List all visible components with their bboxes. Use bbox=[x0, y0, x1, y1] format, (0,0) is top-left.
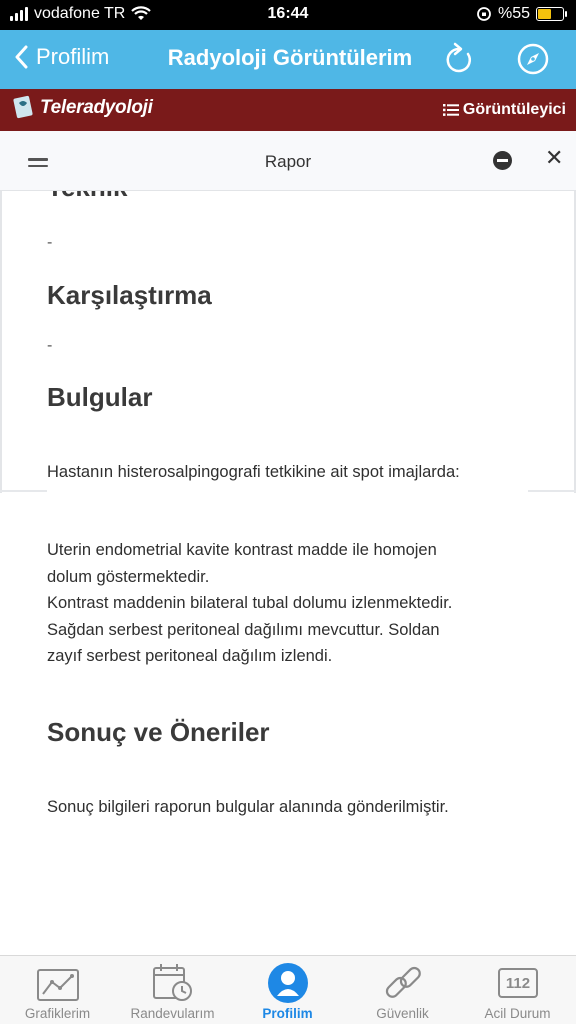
back-button[interactable] bbox=[14, 44, 109, 70]
close-icon[interactable]: ✕ bbox=[545, 145, 564, 170]
status-time: 16:44 bbox=[267, 5, 309, 22]
tab-profilim[interactable] bbox=[230, 956, 345, 1024]
brand-logo bbox=[12, 93, 153, 123]
calendar-clock-icon bbox=[151, 962, 195, 1004]
findings-intro: Hastanın histerosalpingografi tetkikine ait spot imajlarda: bbox=[47, 463, 460, 481]
viewer-button[interactable] bbox=[443, 101, 566, 119]
panel-title: Rapor bbox=[264, 152, 312, 171]
battery-percent: %55 bbox=[497, 5, 530, 22]
tab-label: Grafiklerim bbox=[24, 1006, 91, 1021]
status-bar bbox=[0, 0, 576, 30]
teleradyoloji-logo-icon bbox=[12, 93, 36, 123]
findings-line-4: Sağdan serbest peritoneal dağılımı mevcuttur. Soldan bbox=[47, 621, 440, 639]
technique-value: - bbox=[47, 234, 53, 251]
tab-grafiklerim[interactable] bbox=[0, 956, 115, 1024]
brand-name: Teleradyoloji bbox=[40, 97, 153, 118]
conclusion-text: Sonuç bilgileri raporun bulgular alanında gönderilmiştir. bbox=[47, 798, 449, 816]
findings-line-5: zayıf serbest peritoneal dağılım izlendi. bbox=[47, 647, 333, 665]
section-heading-conclusion: Sonuç ve Öneriler bbox=[47, 717, 270, 747]
battery-icon bbox=[536, 7, 564, 21]
emergency-number: 112 bbox=[505, 974, 531, 992]
chevron-left-icon bbox=[14, 45, 28, 69]
emergency-112-icon bbox=[498, 968, 538, 998]
section-heading-findings: Bulgular bbox=[47, 382, 153, 412]
back-button-label: Profilim bbox=[36, 44, 110, 69]
tab-label: Profilim bbox=[262, 1006, 313, 1021]
tab-randevularim[interactable] bbox=[115, 956, 230, 1024]
profile-icon bbox=[266, 962, 310, 1004]
list-icon bbox=[443, 103, 459, 117]
tab-guvenlik[interactable] bbox=[345, 956, 460, 1024]
bottom-tab-bar bbox=[0, 955, 576, 1024]
viewer-button-label: Görüntüleyici bbox=[462, 101, 566, 118]
findings-line-2: dolum göstermektedir. bbox=[47, 568, 210, 586]
carrier-name: vodafone TR bbox=[34, 5, 126, 22]
report-panel-header bbox=[0, 131, 576, 191]
minimize-icon[interactable] bbox=[493, 151, 512, 170]
findings-line-1: Uterin endometrial kavite kontrast madde ile homojen bbox=[47, 541, 437, 559]
tab-acil-durum[interactable] bbox=[460, 956, 575, 1024]
compass-icon[interactable] bbox=[516, 42, 550, 76]
tab-label: Acil Durum bbox=[484, 1006, 551, 1021]
tab-label: Güvenlik bbox=[376, 1006, 429, 1021]
panel-bottom-edge-left bbox=[0, 490, 47, 492]
comparison-value: - bbox=[47, 337, 53, 354]
section-heading-comparison: Karşılaştırma bbox=[47, 280, 212, 310]
findings-line-3: Kontrast maddenin bilateral tubal dolumu izlenmektedir. bbox=[47, 594, 453, 612]
brand-bar bbox=[0, 89, 576, 131]
tab-label: Randevularım bbox=[130, 1006, 215, 1021]
panel-bottom-edge-right bbox=[528, 490, 576, 492]
page-title: Radyoloji Görüntülerim bbox=[167, 45, 413, 70]
status-right bbox=[476, 5, 564, 23]
rotation-lock-icon bbox=[476, 6, 492, 22]
chart-icon bbox=[36, 962, 80, 1004]
navigation-bar bbox=[0, 30, 576, 89]
refresh-icon[interactable] bbox=[444, 42, 474, 76]
link-icon bbox=[381, 962, 425, 1004]
